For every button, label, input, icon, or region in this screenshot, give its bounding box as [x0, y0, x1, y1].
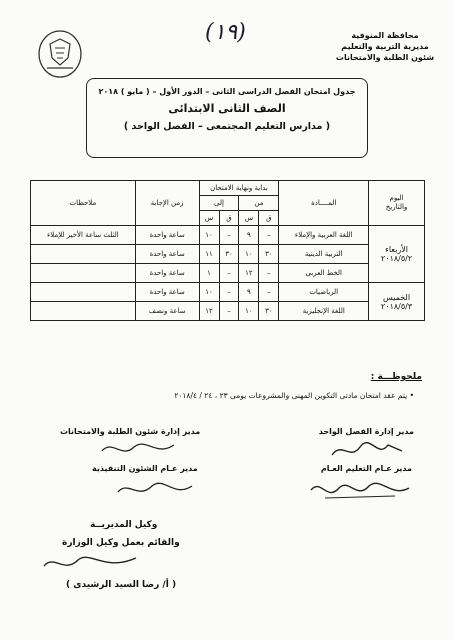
- table-row: [31, 264, 425, 283]
- deputy-line-2: والقائم بعمل وكيل الوزارة: [62, 538, 180, 548]
- header-subject: المــــادة: [279, 181, 369, 226]
- from-minute-cell: ٣٠: [259, 245, 279, 264]
- signature-left-1: مدير إدارة شئون الطلبة والامتحانات: [60, 427, 201, 436]
- note-cell: [31, 283, 136, 302]
- from-hour-cell: ١٠: [239, 302, 259, 321]
- header-to-hour: س: [199, 211, 219, 226]
- page-number: (١٩): [205, 20, 246, 45]
- header-exam-window: بداية ونهاية الامتحان: [199, 181, 279, 196]
- to-minute-cell: –: [219, 264, 239, 283]
- deputy-line-1: وكيل المديريــة: [90, 520, 158, 530]
- remarks-title: ملحوظـــة :: [370, 372, 422, 382]
- to-hour-cell: ١٠: [199, 283, 219, 302]
- note-cell: [31, 302, 136, 321]
- header-duration: زمن الإجابة: [135, 181, 199, 226]
- note-cell: الثلث ساعة الأخير للإملاء: [31, 226, 136, 245]
- header-to: إلى: [199, 196, 239, 211]
- title-line-1: جدول امتحان الفصل الدراسى الثانى – الدور الأول – ( مايو ) ٢٠١٨: [98, 87, 356, 96]
- subject-cell: التربية الدينية: [279, 245, 369, 264]
- table-row: [31, 226, 425, 245]
- header-from: من: [239, 196, 279, 211]
- from-hour-cell: ٩: [239, 283, 259, 302]
- header-notes: ملاحظات: [31, 181, 136, 226]
- subject-cell: اللغة الإنجليزية: [279, 302, 369, 321]
- table-row: [31, 302, 425, 321]
- title-line-3: ( مدارس التعليم المجتمعى – الفصل الواحد ): [123, 121, 331, 132]
- seal-logo: [34, 28, 86, 80]
- directorate-line-1: محافظة المنوفية: [351, 31, 419, 40]
- directorate-header: [330, 30, 440, 63]
- to-hour-cell: ١١: [199, 245, 219, 264]
- from-hour-cell: ٩: [239, 226, 259, 245]
- header-from-hour: س: [239, 211, 259, 226]
- exam-schedule-table: [30, 180, 425, 321]
- remarks-item: [84, 391, 414, 400]
- to-hour-cell: ١٠: [199, 226, 219, 245]
- subject-cell: اللغة العربية والإملاء: [279, 226, 369, 245]
- duration-cell: ساعة ونصف: [135, 302, 199, 321]
- handwritten-signature-1: [328, 437, 408, 463]
- handwritten-signature-3: [98, 437, 178, 461]
- subject-cell: الخط العربى: [279, 264, 369, 283]
- table-row: [31, 283, 425, 302]
- from-minute-cell: –: [259, 283, 279, 302]
- note-cell: [31, 245, 136, 264]
- signature-right-2: مدير عـام التعليم العـام: [320, 464, 412, 473]
- to-minute-cell: –: [219, 283, 239, 302]
- title-line-2: الصف الثانى الابتدائى: [168, 102, 286, 115]
- directorate-line-3: شئون الطلبة والامتحانات: [335, 53, 435, 62]
- duration-cell: ساعة واحدة: [135, 264, 199, 283]
- header-to-minute: ق: [219, 211, 239, 226]
- directorate-line-2: مديرية التربية والتعليم: [341, 42, 429, 51]
- from-hour-cell: ١٢: [239, 264, 259, 283]
- header-day-date: اليوم والتاريخ: [369, 181, 425, 226]
- duration-cell: ساعة واحدة: [135, 245, 199, 264]
- duration-cell: ساعة واحدة: [135, 283, 199, 302]
- handwritten-signature-5: [40, 550, 140, 576]
- day-cell: الأربعاء ٢٠١٨/٥/٢: [369, 226, 425, 283]
- to-hour-cell: ١٢: [199, 302, 219, 321]
- to-hour-cell: ١: [199, 264, 219, 283]
- note-cell: [31, 264, 136, 283]
- to-minute-cell: ٣٠: [219, 245, 239, 264]
- handwritten-signature-4: [112, 476, 197, 502]
- signature-right-1: مدير إدارة الفصل الواحد: [318, 427, 414, 436]
- title-box: [86, 78, 368, 158]
- to-minute-cell: –: [219, 226, 239, 245]
- from-minute-cell: ٣٠: [259, 302, 279, 321]
- duration-cell: ساعة واحدة: [135, 226, 199, 245]
- bullet-icon: •: [407, 391, 414, 400]
- signature-left-2: مدير عـام الشئون التنفيذية: [92, 464, 198, 473]
- from-hour-cell: ١٠: [239, 245, 259, 264]
- to-minute-cell: –: [219, 302, 239, 321]
- remarks-item-text: يتم عقد امتحان مادتى التكوين المهنى والمشروعات يومى ٢٣ ، ٢٤ / ٢٠١٨/٤: [174, 391, 408, 400]
- from-minute-cell: –: [259, 226, 279, 245]
- subject-cell: الرياضيات: [279, 283, 369, 302]
- handwritten-signature-2: [305, 476, 415, 504]
- deputy-name: ( أ/ رضا السيد الرشيدى ): [66, 580, 177, 590]
- from-minute-cell: –: [259, 264, 279, 283]
- day-cell: الخميس ٢٠١٨/٥/٣: [369, 283, 425, 321]
- table-row: [31, 245, 425, 264]
- header-from-minute: ق: [259, 211, 279, 226]
